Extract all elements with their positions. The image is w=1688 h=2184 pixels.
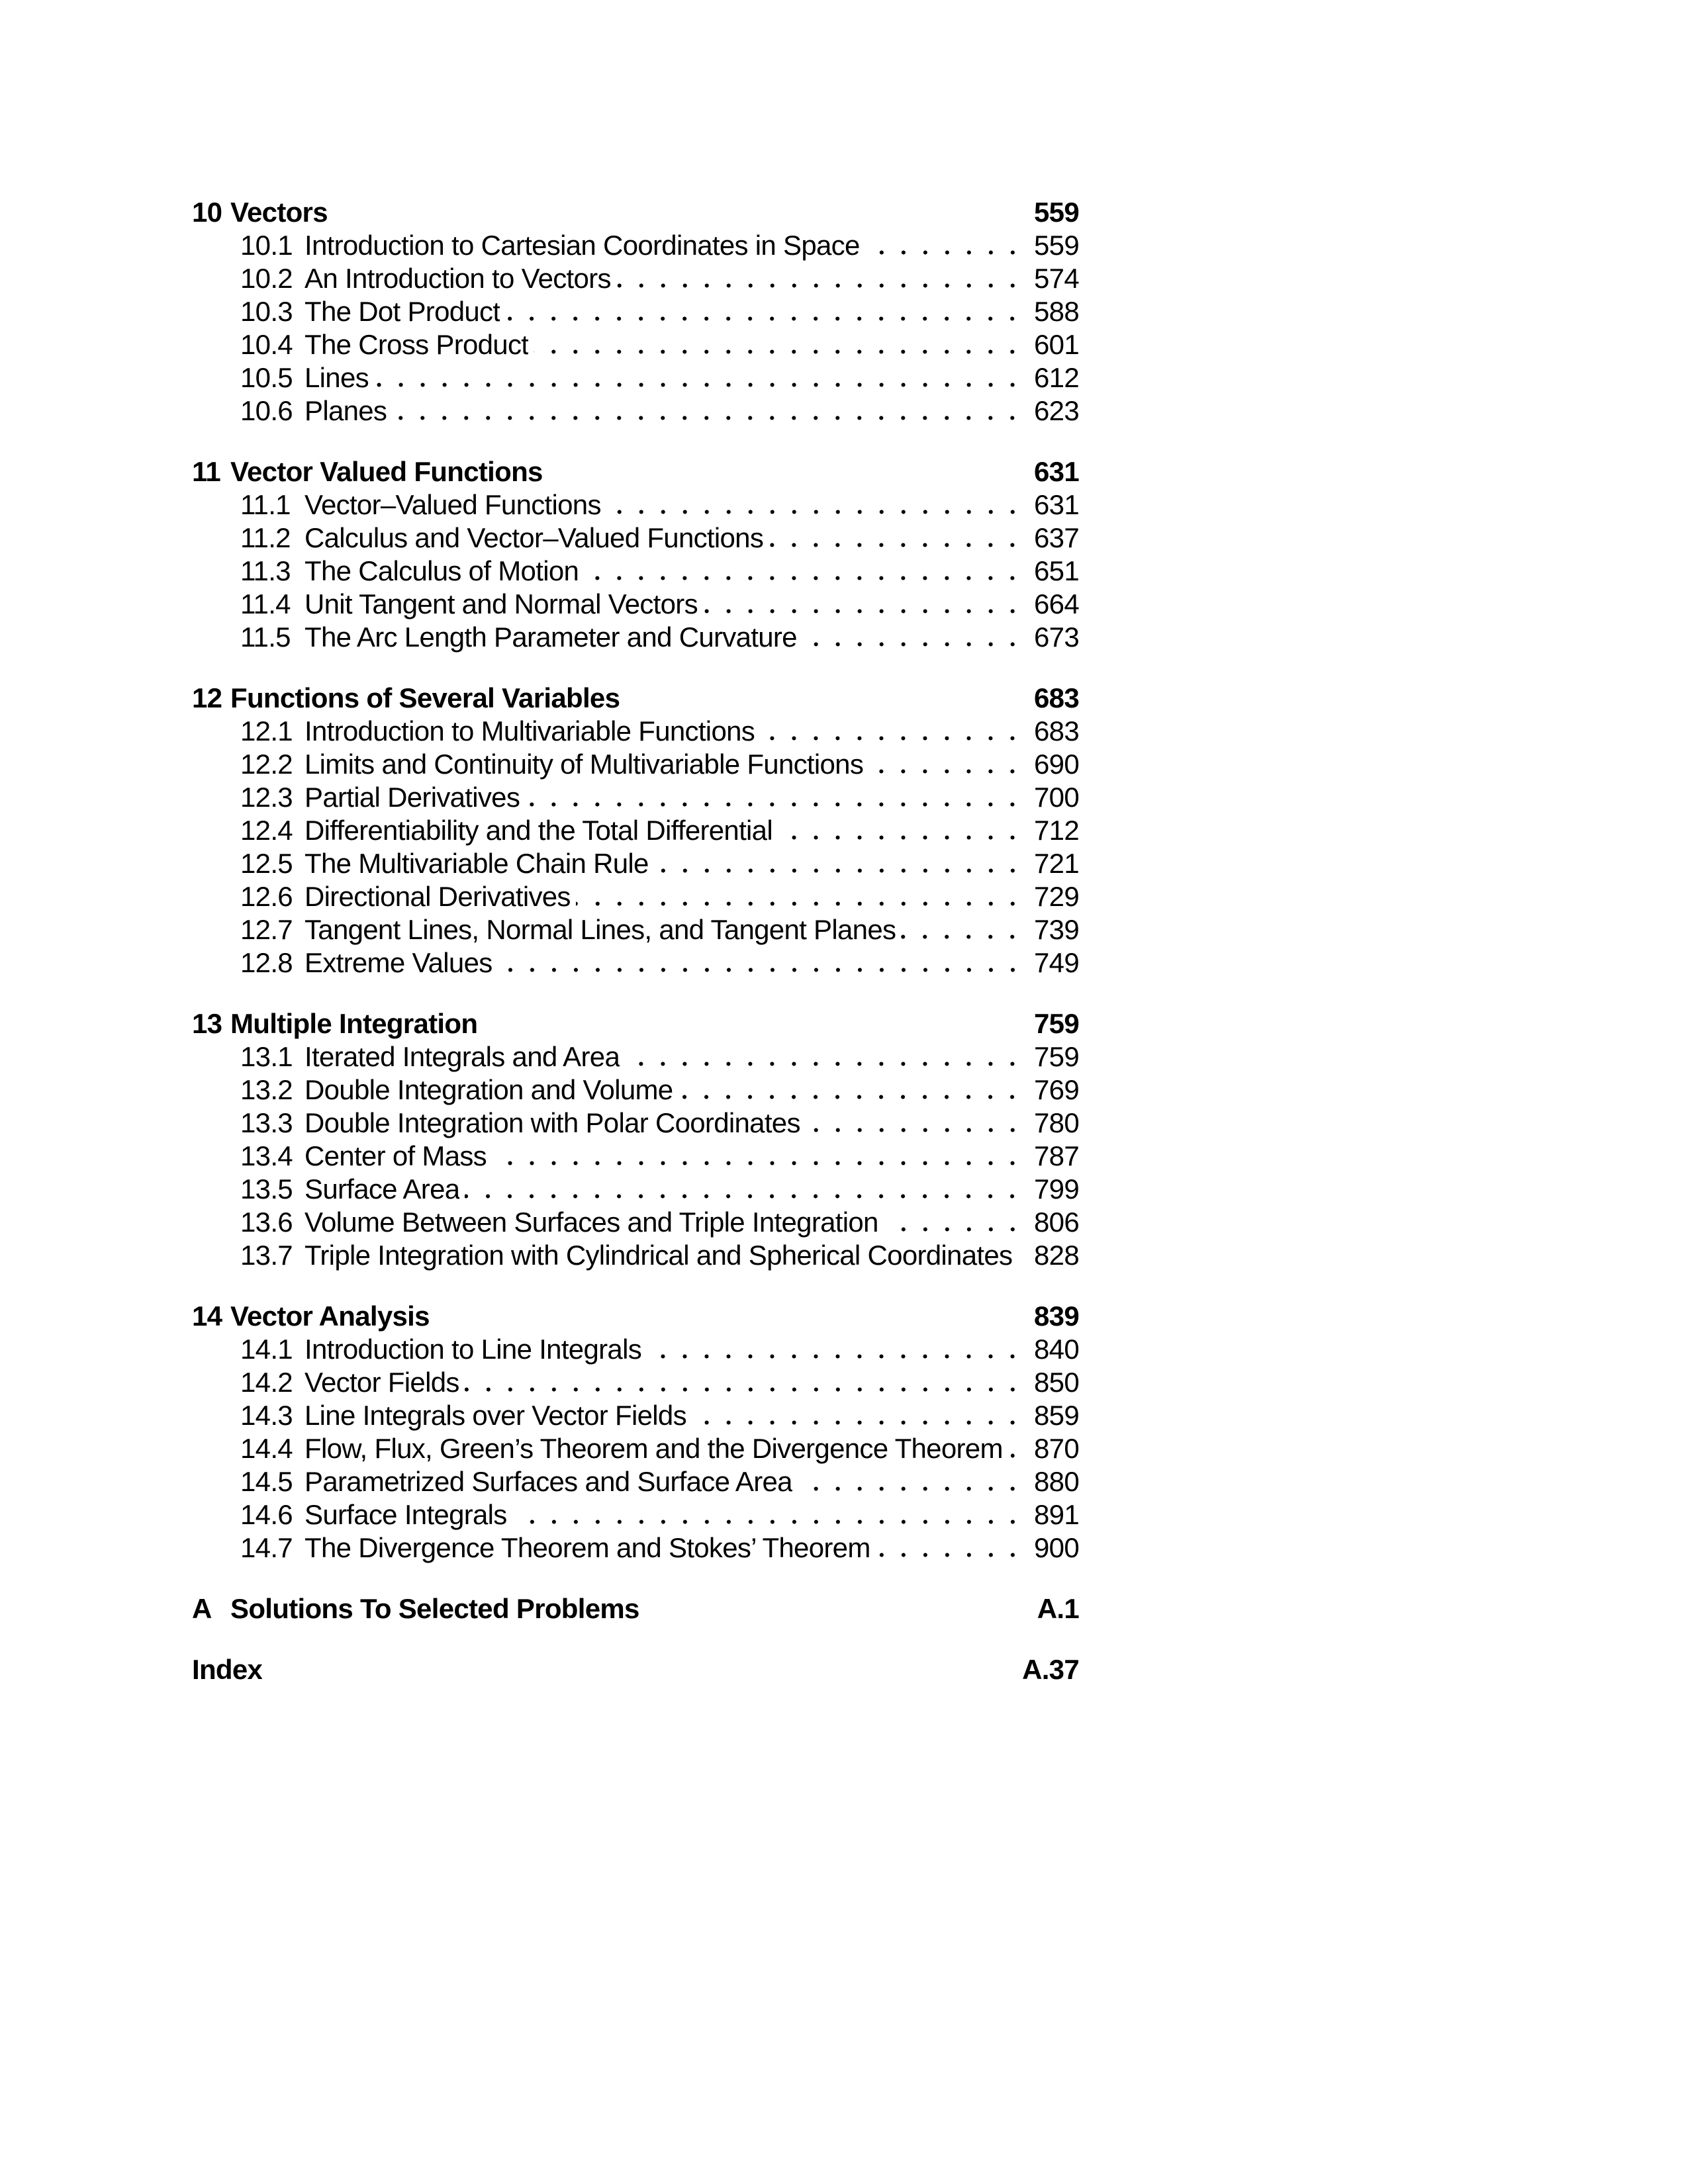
dot-leader xyxy=(778,814,1023,847)
dot-leader xyxy=(465,1173,1023,1206)
toc-section-row xyxy=(192,880,1079,913)
backmatter-title: Solutions To Selected Problems xyxy=(230,1593,639,1624)
section-title: Lines xyxy=(305,362,369,393)
section-title: Line Integrals over Vector Fields xyxy=(305,1400,686,1431)
section-number: 13.7 xyxy=(240,1240,293,1271)
toc-section-row xyxy=(192,1140,1079,1173)
dot-leader xyxy=(374,361,1023,394)
chapter-title: Vector Valued Functions xyxy=(230,456,543,487)
toc-section-row xyxy=(192,295,1079,328)
toc-section-row xyxy=(192,913,1079,946)
chapter-page-number: 683 xyxy=(1034,682,1079,713)
section-title: Center of Mass xyxy=(305,1140,487,1171)
section-title: The Cross Product xyxy=(305,329,529,360)
dot-leader xyxy=(678,1073,1023,1107)
dot-leader xyxy=(884,1206,1023,1239)
section-page-number: 721 xyxy=(1034,848,1079,879)
section-number: 12.2 xyxy=(240,749,293,780)
section-title: Limits and Continuity of Multivariable Functions xyxy=(305,749,864,780)
section-title: Flow, Flux, Green’s Theorem and the Divergence Theorem xyxy=(305,1433,1003,1464)
toc-section-row xyxy=(192,1173,1079,1206)
toc-section-row xyxy=(192,1366,1079,1399)
section-page-number: 900 xyxy=(1034,1532,1079,1563)
section-page-number: 749 xyxy=(1034,947,1079,978)
chapter-page-number: 631 xyxy=(1034,456,1079,487)
section-page-number: 828 xyxy=(1034,1240,1079,1271)
dot-leader xyxy=(498,946,1023,979)
chapter-number: 14 xyxy=(192,1300,222,1332)
section-page-number: 880 xyxy=(1034,1466,1079,1497)
toc-chapter-row xyxy=(192,682,1079,715)
backmatter-letter: A xyxy=(192,1593,212,1624)
section-page-number: 759 xyxy=(1034,1041,1079,1072)
section-title: Vector–Valued Functions xyxy=(305,489,601,520)
toc-section-row xyxy=(192,1399,1079,1432)
dot-leader xyxy=(802,621,1023,654)
section-number: 10.4 xyxy=(240,329,293,360)
section-title: Vector Fields xyxy=(305,1367,459,1398)
toc-section-row xyxy=(192,1107,1079,1140)
section-number: 10.5 xyxy=(240,362,293,393)
section-number: 11.1 xyxy=(240,489,291,520)
dot-leader xyxy=(492,1140,1023,1173)
section-number: 10.6 xyxy=(240,395,293,426)
section-title: The Calculus of Motion xyxy=(305,555,579,586)
chapter-number: 13 xyxy=(192,1008,222,1039)
chapter-number: 12 xyxy=(192,682,222,713)
section-number: 11.4 xyxy=(240,588,291,619)
section-page-number: 683 xyxy=(1034,715,1079,747)
section-page-number: 673 xyxy=(1034,621,1079,653)
section-page-number: 637 xyxy=(1034,522,1079,553)
dot-leader xyxy=(525,781,1023,814)
section-number: 13.5 xyxy=(240,1173,293,1205)
backmatter-page-number: A.37 xyxy=(1022,1654,1079,1685)
toc-section-row xyxy=(192,1333,1079,1366)
section-page-number: 806 xyxy=(1034,1206,1079,1238)
toc-section-row xyxy=(192,262,1079,295)
toc-chapter-row xyxy=(192,1007,1079,1040)
section-title: Double Integration with Polar Coordinates xyxy=(305,1107,800,1138)
section-title: Differentiability and the Total Differential xyxy=(305,815,773,846)
dot-leader xyxy=(760,715,1023,748)
chapter-title: Functions of Several Variables xyxy=(230,682,620,713)
section-title: Introduction to Multivariable Functions xyxy=(305,715,755,747)
dot-leader xyxy=(465,1366,1023,1399)
section-page-number: 588 xyxy=(1034,296,1079,327)
dot-leader xyxy=(647,1333,1023,1366)
toc-section-row xyxy=(192,781,1079,814)
dot-leader xyxy=(806,1107,1023,1140)
chapter-title: Vectors xyxy=(230,197,328,228)
section-page-number: 612 xyxy=(1034,362,1079,393)
dot-leader xyxy=(625,1040,1023,1073)
section-number: 14.4 xyxy=(240,1433,293,1464)
toc-section-row xyxy=(192,328,1079,361)
toc-section-row xyxy=(192,229,1079,262)
toc-section-row xyxy=(192,1239,1079,1272)
toc-section-row xyxy=(192,1206,1079,1239)
section-title: Introduction to Cartesian Coordinates in Space xyxy=(305,230,860,261)
section-title: The Divergence Theorem and Stokes’ Theorem xyxy=(305,1532,870,1563)
chapter-number: 11 xyxy=(192,456,220,487)
dot-leader xyxy=(654,847,1023,880)
section-page-number: 870 xyxy=(1034,1433,1079,1464)
dot-leader xyxy=(865,229,1023,262)
backmatter-title: Index xyxy=(192,1654,263,1685)
section-number: 13.4 xyxy=(240,1140,293,1171)
chapter-title: Multiple Integration xyxy=(230,1008,478,1039)
dot-leader xyxy=(512,1498,1023,1531)
dot-leader xyxy=(692,1399,1023,1432)
toc-backmatter-row xyxy=(192,1592,1079,1625)
toc-section-row xyxy=(192,588,1079,621)
toc-section-row xyxy=(192,946,1079,979)
section-title: An Introduction to Vectors xyxy=(305,263,611,294)
section-number: 14.1 xyxy=(240,1334,293,1365)
section-page-number: 690 xyxy=(1034,749,1079,780)
section-title: Double Integration and Volume xyxy=(305,1074,673,1105)
section-number: 14.6 xyxy=(240,1499,293,1530)
dot-leader xyxy=(534,328,1023,361)
dot-leader xyxy=(392,394,1023,428)
section-page-number: 664 xyxy=(1034,588,1079,619)
section-number: 13.6 xyxy=(240,1206,293,1238)
section-page-number: 769 xyxy=(1034,1074,1079,1105)
section-number: 12.6 xyxy=(240,881,293,912)
section-title: Introduction to Line Integrals xyxy=(305,1334,642,1365)
toc-section-row xyxy=(192,1498,1079,1531)
dot-leader xyxy=(868,748,1023,781)
section-page-number: 787 xyxy=(1034,1140,1079,1171)
toc-chapter-row xyxy=(192,196,1079,229)
section-number: 12.5 xyxy=(240,848,293,879)
section-title: Triple Integration with Cylindrical and Spherical Coordinates xyxy=(305,1240,1013,1271)
chapter-page-number: 839 xyxy=(1034,1300,1079,1332)
section-number: 14.5 xyxy=(240,1466,293,1497)
section-title: Extreme Values xyxy=(305,947,492,978)
dot-leader xyxy=(798,1465,1023,1498)
section-page-number: 840 xyxy=(1034,1334,1079,1365)
toc-section-row xyxy=(192,1531,1079,1565)
backmatter-page-number: A.1 xyxy=(1037,1593,1079,1624)
section-page-number: 799 xyxy=(1034,1173,1079,1205)
section-title: Volume Between Surfaces and Triple Integration xyxy=(305,1206,878,1238)
dot-leader xyxy=(584,555,1023,588)
section-number: 10.1 xyxy=(240,230,293,261)
table-of-contents xyxy=(192,196,1079,1686)
toc-chapter-row xyxy=(192,455,1079,488)
section-page-number: 623 xyxy=(1034,395,1079,426)
section-number: 14.7 xyxy=(240,1532,293,1563)
toc-section-row xyxy=(192,1040,1079,1073)
chapter-page-number: 559 xyxy=(1034,197,1079,228)
toc-section-row xyxy=(192,488,1079,522)
dot-leader xyxy=(901,913,1023,946)
chapter-title: Vector Analysis xyxy=(230,1300,430,1332)
dot-leader xyxy=(606,488,1023,522)
section-page-number: 700 xyxy=(1034,782,1079,813)
section-page-number: 891 xyxy=(1034,1499,1079,1530)
section-title: Unit Tangent and Normal Vectors xyxy=(305,588,698,619)
toc-section-row xyxy=(192,522,1079,555)
section-title: Iterated Integrals and Area xyxy=(305,1041,620,1072)
toc-section-row xyxy=(192,394,1079,428)
dot-leader xyxy=(576,880,1023,913)
section-title: The Arc Length Parameter and Curvature xyxy=(305,621,797,653)
toc-section-row xyxy=(192,555,1079,588)
dot-leader xyxy=(703,588,1023,621)
toc-section-row xyxy=(192,715,1079,748)
section-title: Partial Derivatives xyxy=(305,782,520,813)
toc-section-row xyxy=(192,847,1079,880)
section-number: 13.1 xyxy=(240,1041,293,1072)
section-number: 14.2 xyxy=(240,1367,293,1398)
section-number: 13.3 xyxy=(240,1107,293,1138)
dot-leader xyxy=(1008,1432,1023,1465)
section-page-number: 559 xyxy=(1034,230,1079,261)
section-page-number: 729 xyxy=(1034,881,1079,912)
dot-leader xyxy=(616,262,1023,295)
toc-section-row xyxy=(192,1432,1079,1465)
section-title: Tangent Lines, Normal Lines, and Tangent Planes xyxy=(305,914,896,945)
dot-leader xyxy=(769,522,1023,555)
toc-chapter-row xyxy=(192,1300,1079,1333)
section-number: 11.3 xyxy=(240,555,291,586)
section-title: The Dot Product xyxy=(305,296,500,327)
chapter-page-number: 759 xyxy=(1034,1008,1079,1039)
chapter-number: 10 xyxy=(192,197,222,228)
toc-section-row xyxy=(192,748,1079,781)
toc-section-row xyxy=(192,1073,1079,1107)
section-number: 12.4 xyxy=(240,815,293,846)
section-page-number: 739 xyxy=(1034,914,1079,945)
toc-section-row xyxy=(192,621,1079,654)
section-number: 11.2 xyxy=(240,522,291,553)
dot-leader xyxy=(505,295,1023,328)
section-number: 10.2 xyxy=(240,263,293,294)
section-title: Directional Derivatives xyxy=(305,881,571,912)
section-title: Calculus and Vector–Valued Functions xyxy=(305,522,764,553)
section-page-number: 574 xyxy=(1034,263,1079,294)
section-number: 10.3 xyxy=(240,296,293,327)
section-title: Surface Integrals xyxy=(305,1499,507,1530)
section-page-number: 850 xyxy=(1034,1367,1079,1398)
section-number: 11.5 xyxy=(240,621,291,653)
section-title: The Multivariable Chain Rule xyxy=(305,848,649,879)
toc-section-row xyxy=(192,361,1079,394)
section-number: 13.2 xyxy=(240,1074,293,1105)
section-page-number: 651 xyxy=(1034,555,1079,586)
section-title: Surface Area xyxy=(305,1173,460,1205)
section-page-number: 712 xyxy=(1034,815,1079,846)
toc-section-row xyxy=(192,814,1079,847)
section-number: 12.7 xyxy=(240,914,293,945)
section-title: Parametrized Surfaces and Surface Area xyxy=(305,1466,792,1497)
section-page-number: 859 xyxy=(1034,1400,1079,1431)
section-page-number: 780 xyxy=(1034,1107,1079,1138)
dot-leader xyxy=(876,1531,1023,1565)
toc-backmatter-row xyxy=(192,1653,1079,1686)
section-number: 12.3 xyxy=(240,782,293,813)
section-page-number: 601 xyxy=(1034,329,1079,360)
section-page-number: 631 xyxy=(1034,489,1079,520)
section-number: 12.1 xyxy=(240,715,293,747)
section-title: Planes xyxy=(305,395,387,426)
section-number: 14.3 xyxy=(240,1400,293,1431)
section-number: 12.8 xyxy=(240,947,293,978)
toc-section-row xyxy=(192,1465,1079,1498)
dot-leader xyxy=(1017,1239,1023,1272)
